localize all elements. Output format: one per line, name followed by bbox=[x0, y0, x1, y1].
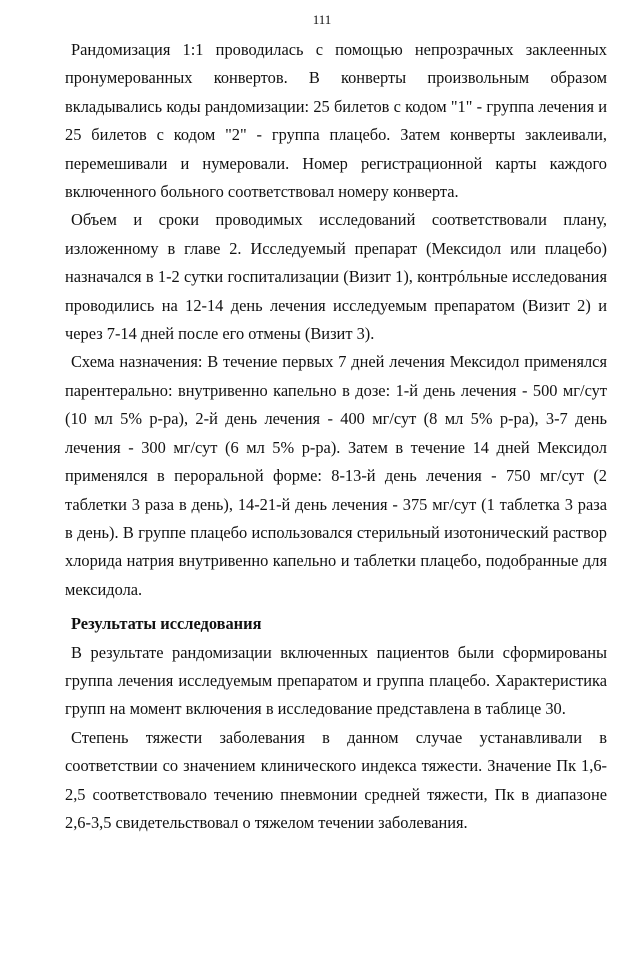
paragraph-randomization: Рандомизация 1:1 проводилась с помощью непрозрачных заклеенных пронумерованных конвертов. В конверты произвольным образом вкладывались коды рандомизации: 25 билетов с кодом "1" - группа лечения и 25 билетов с кодом "2" - группа плацебо. Затем конверты заклеивали, перемешивали и нумеровали. Номер регистрационной карты каждого включенного больного соответствовал номеру конверта. bbox=[65, 40, 607, 202]
paragraph-study-schedule: Объем и сроки проводимых исследований соответствовали плану, изложенному в главе 2. Исследуемый препарат (Мексидол или плацебо) назначался в 1-2 сутки госпитализации (Визит 1), контрóльные исследования проводились на 12-14 день лечения исследуемым препаратом (Визит 2) и через 7-14 дней после его отмены (Визит 3). bbox=[65, 210, 607, 344]
paragraph-dosing-scheme: Схема назначения: В течение первых 7 дней лечения Мексидол применялся парентерально: внутривенно капельно в дозе: 1-й день лечения - 500 мг/сут (10 мл 5% р-ра), 2-й день лечения - 400 мг/сут (8 мл 5% р-ра), 3-7 день лечения - 300 мг/сут (6 мл 5% р-ра). Затем в течение 14 дней Мексидол применялся в пероральной форме: 8-13-й день лечения - 750 мг/сут (2 таблетки 3 раза в день), 14-21-й день лечения - 375 мг/сут (1 таблетка 3 раза в день). В группе плацебо использовался стерильный изотонический раствор хлорида натрия внутривенно капельно и таблетки плацебо, подобранные для мексидола. bbox=[65, 352, 607, 599]
page-number: 111 bbox=[312, 12, 332, 27]
paragraph-group-formation: В результате рандомизации включенных пациентов были сформированы группа лечения исследуемым препаратом и группа плацебо. Характеристика групп на момент включения в исследование представлена в таблице 30. bbox=[65, 642, 607, 719]
document-body bbox=[65, 36, 607, 837]
section-heading-results: Результаты исследования bbox=[71, 614, 262, 634]
paragraph-severity-index: Степень тяжести заболевания в данном случае устанавливали в соответствии со значением клинического индекса тяжести. Значение Пк 1,6-2,5 соответствовало течению пневмонии средней тяжести, Пк в диапазоне 2,6-3,5 свидетельствовал о тяжелом течении заболевания. bbox=[65, 727, 607, 832]
